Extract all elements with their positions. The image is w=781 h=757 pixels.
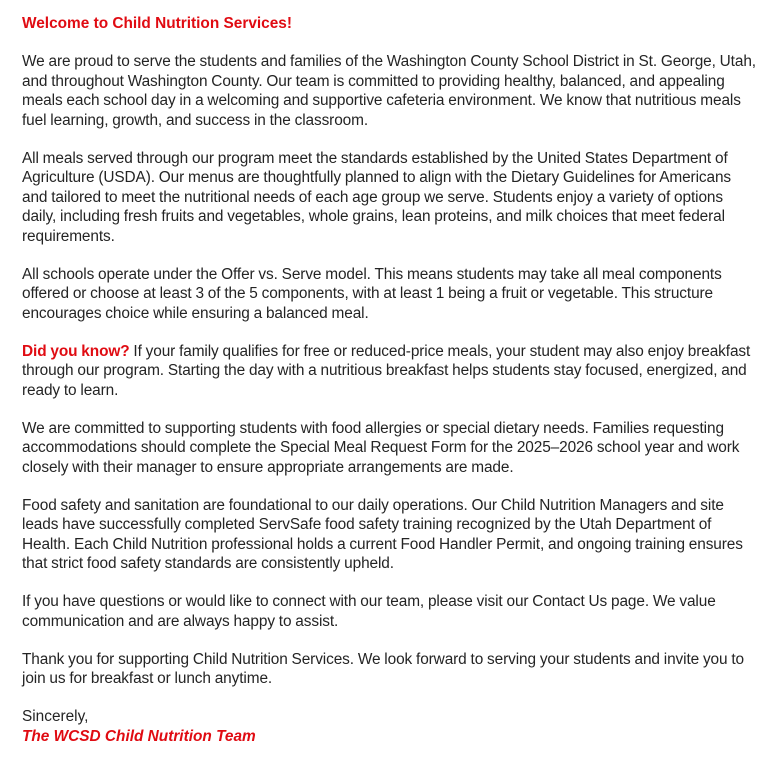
thanks-paragraph: Thank you for supporting Child Nutrition Services. We look forward to serving your students and invite you to join us for breakfast or lunch anytime. (22, 650, 744, 687)
food-safety-paragraph: Food safety and sanitation are foundational to our daily operations. Our Child Nutrition Managers and site leads have successfully completed ServSafe food safety training recognized by the Utah Department of Health. Each Child Nutrition professional holds a current Food Handler Permit, and ongoing training ensures that strict food safety standards are consistently upheld. (22, 496, 743, 572)
offer-vs-serve-paragraph: All schools operate under the Offer vs. Serve model. This means students may take all meal components offered or choose at least 3 of the 5 components, with at least 1 being a fruit or vegetable. This structure encourages choice while ensuring a balanced meal. (22, 265, 722, 322)
page-title: Welcome to Child Nutrition Services! (22, 15, 292, 32)
signature-team: The WCSD Child Nutrition Team (22, 727, 256, 745)
allergies-paragraph: We are committed to supporting students with food allergies or special dietary needs. Families requesting accommodations should complete the Special Meal Request Form for the 2025–2026 school year and work closely with their manager to ensure appropriate arrangements are made. (22, 419, 740, 476)
did-you-know-label: Did you know? (22, 342, 130, 360)
signature-closing: Sincerely, (22, 708, 89, 725)
did-you-know-paragraph (22, 342, 759, 401)
contact-paragraph: If you have questions or would like to connect with our team, please visit our Contact Us page. We value communication and are always happy to assist. (22, 593, 716, 630)
intro-paragraph: We are proud to serve the students and families of the Washington County School District in St. George, Utah, and throughout Washington County. Our team is committed to providing healthy, balanced, and appealing meals each school day in a welcoming and supportive cafeteria environment. We know that nutritious meals fuel learning, growth, and success in the classroom. (22, 53, 756, 129)
usda-paragraph: All meals served through our program meet the standards established by the United States Department of Agriculture (USDA). Our menus are thoughtfully planned to align with the Dietary Guidelines for Americans and tailored to meet the nutritional needs of each age group we serve. Students enjoy a variety of options daily, including fresh fruits and vegetables, whole grains, lean proteins, and milk choices that meet federal requirements. (22, 149, 732, 245)
did-you-know-text: If your family qualifies for free or reduced-price meals, your student may also enjoy breakfast through our program. Starting the day with a nutritious breakfast helps students stay focused, energized, and ready to learn. (22, 342, 751, 399)
